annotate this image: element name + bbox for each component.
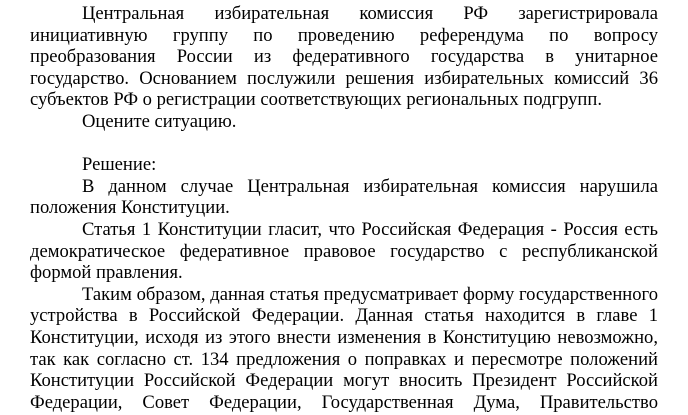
- solution-paragraph-3: Таким образом, данная статья предусматривает форму государственного устройства в Российской Федерации. Данная статья находится в главе 1 Конституции, исходя из этого внести изменения в Конституцию невозможно, так как согласно ст. 134 предложения о поправках и пересмотре положений Конституции Российской Федерации могут вносить Президент Российской Федерации, Совет Федерации, Государственная Дума, Правительство: [30, 283, 658, 413]
- task-question: Оцените ситуацию.: [82, 110, 237, 132]
- solution-heading: Решение:: [82, 154, 157, 176]
- solution-paragraph-2: Статья 1 Конституции гласит, что Российская Федерация - Россия есть демократическое федеративное правовое государство с республиканской формой правления.: [30, 218, 658, 284]
- solution-paragraph-1: В данном случае Центральная избирательная комиссия нарушила положения Конституции.: [30, 175, 658, 219]
- task-paragraph: Центральная избирательная комиссия РФ зарегистрировала инициативную группу по проведению референдума по вопросу преобразования России из федеративного государства в унитарное государство. Основанием послужили решения избирательных комиссий 36 субъектов РФ о регистрации соответствующих региональных подгрупп.: [30, 3, 658, 111]
- document-body: [30, 3, 658, 413]
- paragraph-gap: [30, 133, 658, 155]
